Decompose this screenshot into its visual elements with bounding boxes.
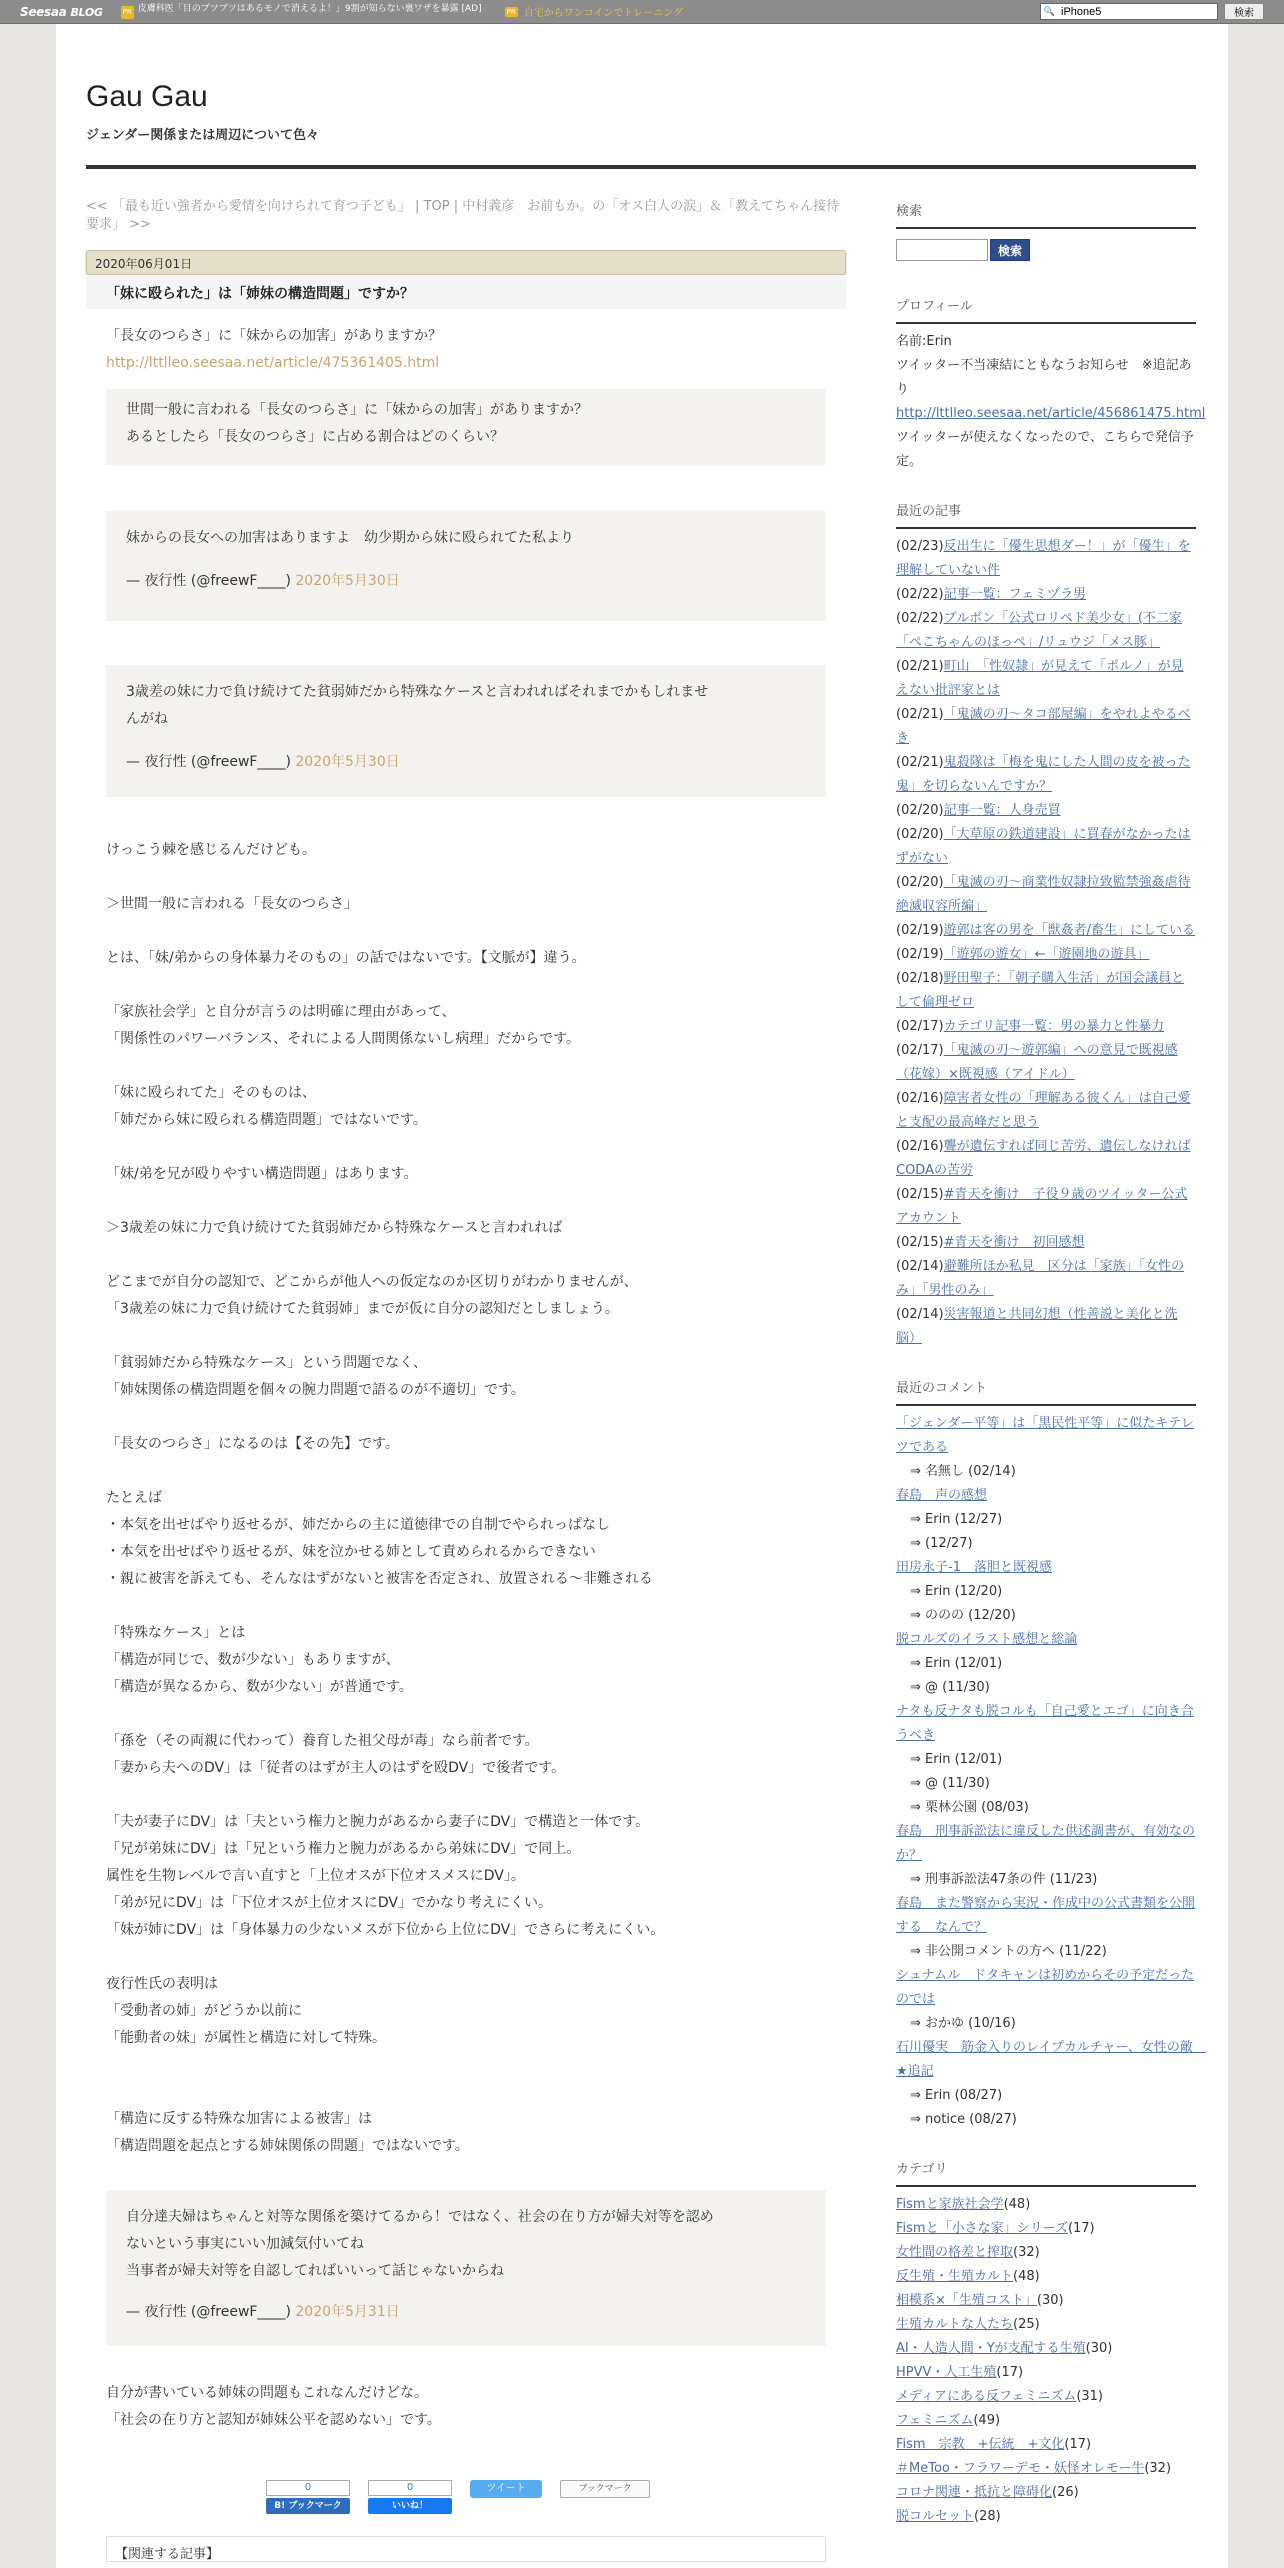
- recent-post-link[interactable]: 記事一覧：人身売買: [943, 803, 1061, 818]
- category-item: [896, 2361, 1196, 2385]
- body-line: 「弟が兄にDV」は「下位オスが上位オスにDV」でかなり考えにくい。: [106, 1895, 552, 1911]
- body-line: たとえば: [106, 1490, 162, 1506]
- recent-post-item: [896, 1087, 1196, 1135]
- body-line: 「妹が姉にDV」は「身体暴力の少ないメスが下位から上位にDV」でさらに考えにくい。: [106, 1922, 665, 1938]
- recent-post-date: (02/18): [896, 971, 944, 986]
- recent-post-date: (02/17): [896, 1043, 944, 1058]
- intro-line: 「長女のつらさ」に「妹からの加害」がありますか？: [106, 328, 442, 344]
- commented-post-link[interactable]: 田房永子-1 落胆と既視感: [896, 1560, 1052, 1575]
- recent-post-link[interactable]: 「鬼滅の刃～商業性奴隷拉致監禁強姦虐待絶滅収容所編」: [896, 875, 1191, 914]
- sidebar-search-button[interactable]: 検索: [990, 239, 1030, 261]
- comment-item[interactable]: ⇒ Erin (12/20): [910, 1584, 1003, 1599]
- category-count: (28): [974, 2509, 1001, 2524]
- facebook-like-button[interactable]: 0 いいね！: [368, 2480, 452, 2520]
- recent-post-link[interactable]: 災害報道と共同幻想（性善説と美化と洗脳）: [896, 1307, 1178, 1346]
- category-count: (25): [1013, 2317, 1040, 2332]
- recent-post-date: (02/22): [896, 587, 944, 602]
- recent-post-date: (02/21): [896, 755, 944, 770]
- recent-post-link[interactable]: カテゴリ記事一覧：男の暴力と性暴力: [943, 1019, 1165, 1034]
- recent-post-item: [896, 799, 1196, 823]
- body-line: 「姉だから妹に殴られる構造問題」ではないです。: [106, 1112, 427, 1128]
- top-search-button[interactable]: 検索: [1224, 3, 1264, 20]
- main-column: [86, 198, 846, 2568]
- category-count: (32): [1144, 2461, 1172, 2476]
- commented-post-link[interactable]: 「ジェンダー平等」は「黒民性平等」に似たキテレツである: [896, 1416, 1194, 1455]
- category-item: [896, 2265, 1196, 2289]
- category-item: [896, 2313, 1196, 2337]
- pr-badge: PR: [506, 7, 516, 16]
- category-link[interactable]: Fism 宗教 +伝統 +文化: [896, 2437, 1065, 2452]
- body-line: 「構造に反する特殊な加害による被害」は: [106, 2111, 372, 2127]
- tweet-button[interactable]: ツイート: [470, 2480, 542, 2498]
- commented-post-link[interactable]: シュナムル ドタキャンは初めからその予定だったのでは: [896, 1968, 1195, 2007]
- recent-post-date: (02/22): [896, 611, 944, 626]
- category-item: [896, 2289, 1196, 2313]
- body-line: [106, 1782, 826, 1809]
- comment-item[interactable]: ⇒ Erin (08/27): [910, 2088, 1003, 2103]
- comment-item[interactable]: ⇒ Erin (12/01): [910, 1656, 1003, 1671]
- body-line: 「能動者の妹」が属性と構造に対して特殊。: [106, 2030, 386, 2046]
- recent-post-date: (02/15): [896, 1235, 944, 1250]
- category-count: (17): [1064, 2437, 1092, 2452]
- comment-item[interactable]: ⇒ 刑事訴訟法47条の件 (11/23): [910, 1872, 1098, 1887]
- category-count: (17): [996, 2365, 1024, 2380]
- tweet-date-link[interactable]: 2020年5月31日: [295, 2304, 400, 2320]
- category-link[interactable]: メディアにある反フェミニズム: [896, 2389, 1077, 2404]
- body-line: [106, 1242, 826, 1269]
- body-line: 「貧弱姉だから特殊なケース」という問題でなく、: [106, 1355, 428, 1371]
- body-line: とは、「妹/弟からの身体暴力そのもの」の話ではないです。【文脈が】違う。: [106, 950, 586, 966]
- recent-post-item: [896, 583, 1196, 607]
- category-link[interactable]: 相模系×「生殖コスト」: [896, 2293, 1037, 2308]
- body-line: 「孫を（その両親に代わって）養育した祖父母が毒」なら前者です。: [106, 1733, 539, 1749]
- body-line: 「妹/弟を兄が殴りやすい構造問題」はあります。: [106, 1166, 418, 1182]
- blog-header: [86, 80, 1196, 169]
- post-navigation: << 「最も近い強者から愛情を向けられて育つ子ども」 | TOP | 中村義彦 お前もか。の「オス白人の涙」＆「教えてちゃん接待要求」 >>: [86, 199, 840, 232]
- category-item: [896, 2481, 1196, 2505]
- body-line: ・本気を出せばやり返せるが、姉だからの主に道徳律での自制でやられっぱなし: [106, 1517, 610, 1533]
- comment-item[interactable]: ⇒ おかゆ (10/16): [910, 2016, 1016, 2031]
- recent-post-link[interactable]: #青天を衝け 初回感想: [943, 1235, 1085, 1250]
- category-link[interactable]: Fismと「小さな家」シリーズ: [896, 2221, 1068, 2236]
- recent-post-date: (02/23): [896, 539, 944, 554]
- body-line: [106, 1323, 826, 1350]
- body-line: [106, 1458, 826, 1485]
- body-line: ＞世間一般に言われる「長女のつらさ」: [106, 896, 358, 912]
- comment-item[interactable]: ⇒ Erin (12/27): [910, 1512, 1003, 1527]
- share-buttons: [266, 2480, 826, 2520]
- recent-post-link[interactable]: 鬼殺隊は「梅を鬼にした人間の皮を被った鬼」を切らないんですか？: [896, 755, 1191, 794]
- body-line: 「構造が同じで、数が少ない」もありますが、: [106, 1652, 400, 1668]
- comment-item[interactable]: ⇒ @ (11/30): [910, 1680, 990, 1695]
- comment-item[interactable]: ⇒ 栗林公園 (08/03): [910, 1800, 1029, 1815]
- recent-post-item: [896, 1015, 1196, 1039]
- category-link[interactable]: フェミニズム: [896, 2413, 974, 2428]
- recent-post-date: (02/19): [896, 947, 944, 962]
- recent-comments-section: [896, 1377, 1206, 2132]
- recent-post-link[interactable]: 記事一覧：フェミヅラ男: [943, 587, 1086, 602]
- recent-post-item: [896, 535, 1196, 583]
- category-link[interactable]: コロナ関連・抵抗と障碍化: [896, 2485, 1053, 2500]
- body-line: 「構造が異なるから、数が少ない」が普通です。: [106, 1679, 413, 1695]
- body-line: 夜行性氏の表明は: [106, 1976, 218, 1992]
- body-line: 「構造問題を起点とする姉妹関係の問題」ではないです。: [106, 2138, 469, 2154]
- comment-item[interactable]: ⇒ 名無し (02/14): [910, 1464, 1016, 1479]
- body-line: 「受動者の姉」がどうか以前に: [106, 2003, 302, 2019]
- search-section: [896, 200, 1196, 261]
- top-search-input[interactable]: [1058, 3, 1218, 20]
- body-line: 属性を生物レベルで言い直すと「上位オスが下位オスメスにDV」。: [106, 1868, 525, 1884]
- recent-post-date: (02/15): [896, 1187, 944, 1202]
- post-text: [106, 837, 826, 2160]
- intro-url-link[interactable]: http://lttlleo.seesaa.net/article/475361405.html: [106, 355, 440, 371]
- profile-name: 名前:Erin: [896, 334, 952, 349]
- recent-post-item: [896, 1231, 1196, 1255]
- body-line: [106, 972, 826, 999]
- category-count: (32): [1013, 2245, 1040, 2260]
- category-count: (17): [1067, 2221, 1095, 2236]
- body-line: ・本気を出せばやり返せるが、妹を泣かせる姉として責められるからできない: [106, 1544, 596, 1560]
- blog-description: ジェンダー関係または周辺について色々: [86, 128, 319, 143]
- tweet-quote-2: 3歳差の妹に力で負け続けてた貧弱姉だから特殊なケースと言われればそれまでかもしれませ んがね — 夜行性 (@freewF____) 2020年5月30日: [106, 665, 826, 797]
- recent-post-date: (02/20): [896, 827, 944, 842]
- recent-post-link[interactable]: 聾が遺伝すれば同じ苦労、遺伝しなければCODAの苦労: [896, 1139, 1191, 1178]
- body-line: 「姉妹関係の構造問題を個々の腕力問題で語るのが不適切」です。: [106, 1382, 525, 1398]
- commented-post-link[interactable]: 春島 刑事訴訟法に違反した供述調書が、有効なのか？: [896, 1824, 1196, 1863]
- recent-post-link[interactable]: 遊郭は客の男を「獣姦者/畜生」にしている: [943, 923, 1195, 938]
- ad-link-2[interactable]: PR 自宅からワンコインでトレーニング: [506, 7, 684, 19]
- body-line: 「長女のつらさ」になるのは【その先】です。: [106, 1436, 399, 1452]
- post-date: 2020年06月01日: [86, 250, 846, 275]
- tweet-date-link[interactable]: 2020年5月30日: [295, 754, 400, 770]
- comment-item[interactable]: ⇒ (12/27): [910, 1536, 973, 1551]
- recent-post-link[interactable]: 「大草原の鉄道建設」に買春がなかったはずがない: [896, 827, 1191, 866]
- category-count: (26): [1052, 2485, 1079, 2500]
- top-link[interactable]: TOP: [423, 199, 450, 214]
- body-line: [106, 1188, 826, 1215]
- commented-post-link[interactable]: 脱コルズのイラスト感想と総論: [896, 1632, 1078, 1647]
- category-item: [896, 2457, 1196, 2481]
- body-line: 「夫が妻子にDV」は「夫という権力と腕力があるから妻子にDV」で構造と一体です。: [106, 1814, 650, 1830]
- recent-post-item: [896, 1039, 1196, 1087]
- category-item: [896, 2409, 1196, 2433]
- recent-post-date: (02/21): [896, 659, 944, 674]
- body-line: 「家族社会学」と自分が言うのは明確に理由があって、: [106, 1004, 456, 1020]
- recent-post-item: [896, 943, 1196, 967]
- category-link[interactable]: 反生殖・生殖カルト: [896, 2269, 1014, 2284]
- blog-title[interactable]: Gau Gau: [86, 80, 208, 113]
- recent-post-item: [896, 1183, 1196, 1231]
- category-item: [896, 2217, 1196, 2241]
- recent-comments-heading: 最近のコメント: [896, 1377, 1196, 1406]
- sidebar: [896, 200, 1206, 2555]
- recent-posts-heading: 最近の記事: [896, 500, 1196, 529]
- categories-heading: カテゴリ: [896, 2158, 1196, 2187]
- body-line: [106, 1134, 826, 1161]
- recent-post-date: (02/19): [896, 923, 944, 938]
- recent-post-date: (02/21): [896, 707, 944, 722]
- top-search: [1040, 3, 1264, 20]
- commented-post-link[interactable]: 春島 また警察から実況・作成中の公式書類を公開する なんで？: [896, 1896, 1196, 1935]
- related-articles: 【関連する記事】: [106, 2536, 826, 2562]
- body-line: [106, 1404, 826, 1431]
- category-count: (30): [1085, 2341, 1113, 2356]
- category-count: (48): [1003, 2197, 1031, 2212]
- body-line: [106, 1944, 826, 1971]
- ad-link-1[interactable]: PR 皮膚科医「目のブツブツはあるモノで消えるよ！」9割が知らない裏ワザを暴露 [AD]: [121, 4, 501, 19]
- recent-post-item: [896, 919, 1196, 943]
- body-line: [106, 918, 826, 945]
- recent-post-link[interactable]: #青天を衝け 子役９歳のツイッター公式アカウント: [896, 1187, 1188, 1226]
- recent-post-date: (02/17): [896, 1019, 944, 1034]
- category-item: [896, 2241, 1196, 2265]
- category-link[interactable]: 生殖カルトな人たち: [896, 2317, 1014, 2332]
- recent-post-link[interactable]: 野田聖子：「朝子購入生活」が国会議員として倫理ゼロ: [896, 971, 1185, 1010]
- search-heading: 検索: [896, 200, 1196, 229]
- recent-post-date: (02/16): [896, 1139, 944, 1154]
- recent-post-item: [896, 703, 1196, 751]
- hatena-bookmark-button[interactable]: 0 B! ブックマーク: [266, 2480, 350, 2520]
- category-link[interactable]: 女性間の格差と搾取: [896, 2245, 1014, 2260]
- body-line: 「3歳差の妹に力で負け続けてた貧弱姉」までが仮に自分の認知だとしましょう。: [106, 1301, 619, 1317]
- recent-post-date: (02/20): [896, 875, 944, 890]
- category-link[interactable]: Fismと家族社会学: [896, 2197, 1004, 2212]
- category-count: (31): [1076, 2389, 1103, 2404]
- category-item: [896, 2337, 1196, 2361]
- tweet-date-link[interactable]: 2020年5月30日: [295, 573, 400, 589]
- comment-item[interactable]: ⇒ @ (11/30): [910, 1776, 990, 1791]
- body-line: ＞3歳差の妹に力で負け続けてた貧弱姉だから特殊なケースと言われれば: [106, 1220, 563, 1236]
- post-tail: 自分が書いている姉妹の問題もこれなんだけどな。 「社会の在り方と認知が姉妹公平を認めない」です。: [106, 2385, 441, 2428]
- body-line: [106, 2052, 826, 2079]
- category-item: [896, 2505, 1196, 2529]
- prev-post-link[interactable]: << 「最も近い強者から愛情を向けられて育つ子ども」: [86, 199, 411, 214]
- post-body: [86, 309, 846, 2568]
- body-line: 「関係性のパワーバランス、それによる人間関係ないし病理」だからです。: [106, 1031, 581, 1047]
- category-link[interactable]: HPVV・人工生殖: [896, 2365, 997, 2380]
- categories-section: [896, 2158, 1196, 2529]
- body-line: [106, 1053, 826, 1080]
- recent-post-date: (02/20): [896, 803, 944, 818]
- recent-post-link[interactable]: 町山 「性奴隷」が見えて「ポルノ」が見えない批評家とは: [896, 659, 1184, 698]
- category-link[interactable]: AI・人造人間・Yが支配する生殖: [896, 2341, 1086, 2356]
- recent-post-date: (02/16): [896, 1091, 944, 1106]
- next-post-link[interactable]: 中村義彦 お前もか。の「オス白人の涙」＆「教えてちゃん接待要求」 >>: [86, 199, 840, 232]
- commented-post-link[interactable]: ナタも反ナタも脱コルも「自己愛とエゴ」に向き合うべき: [896, 1704, 1194, 1743]
- recent-post-item: [896, 871, 1196, 919]
- recent-post-item: [896, 1135, 1196, 1183]
- tweet-quote-1: 妹からの長女への加害はありますよ 幼少期から妹に殴られてた私より — 夜行性 (@freewF____) 2020年5月30日: [106, 511, 826, 621]
- body-line: 「妹に殴られてた」そのものは、: [106, 1085, 316, 1101]
- profile-note: ツイッターが使えなくなったので、こちらで発信予定。: [896, 430, 1194, 469]
- comment-item[interactable]: ⇒ ののの (12/20): [910, 1608, 1016, 1623]
- category-item: [896, 2385, 1196, 2409]
- recent-post-link[interactable]: 避難所ほか私見 区分は「家族」「女性のみ」「男性のみ」: [896, 1259, 1185, 1298]
- body-line: 「特殊なケース」とは: [106, 1625, 246, 1641]
- category-count: (48): [1013, 2269, 1040, 2284]
- comment-item[interactable]: ⇒ Erin (12/01): [910, 1752, 1003, 1767]
- profile-notice: ツイッター不当凍結にともなうお知らせ ※追記あり: [896, 358, 1192, 397]
- recent-post-link[interactable]: 「鬼滅の刃～遊郭編」への意見で既視感（花嫁）×既視感（アイドル）: [896, 1043, 1178, 1082]
- post-title[interactable]: 「妹に殴られた」は「姉妹の構造問題」ですか？: [86, 275, 846, 309]
- category-count: (30): [1036, 2293, 1064, 2308]
- profile-section: [896, 295, 1206, 474]
- sidebar-search-input[interactable]: [896, 239, 988, 261]
- category-item: [896, 2193, 1196, 2217]
- quote-block-1: 世間一般に言われる「長女のつらさ」に「妹からの加害」がありますか？ あるとしたら「長女のつらさ」に占める割合はどのくらい？: [106, 389, 826, 465]
- bookmark-button[interactable]: ブックマーク: [560, 2480, 650, 2498]
- recent-post-item: [896, 751, 1196, 799]
- top-bar: [0, 0, 1284, 24]
- body-line: [106, 2079, 826, 2106]
- recent-post-item: [896, 967, 1196, 1015]
- body-line: [106, 1701, 826, 1728]
- body-line: ・親に被害を訴えても、そんなはずがないと被害を否定され、放置される～非難される: [106, 1571, 653, 1587]
- page-container: [56, 24, 1228, 2568]
- seesaa-logo[interactable]: Seesaa BLOG: [20, 4, 103, 19]
- pr-badge: PR: [121, 6, 134, 19]
- recent-post-link[interactable]: 反出生に「優生思想ダー！」が「優生」を理解していない件: [896, 539, 1191, 578]
- recent-post-item: [896, 1303, 1196, 1351]
- recent-post-date: (02/14): [896, 1259, 944, 1274]
- profile-link[interactable]: http://lttlleo.seesaa.net/article/456861475.html: [896, 406, 1206, 421]
- category-item: [896, 2433, 1196, 2457]
- search-icon: 🔍: [1040, 3, 1058, 20]
- category-link[interactable]: 脱コルセット: [896, 2509, 975, 2524]
- recent-post-link[interactable]: 「遊郭の遊女」←「遊園地の遊具」: [943, 947, 1150, 962]
- body-line: どこまでが自分の認知で、どこからが他人への仮定なのか区切りがわかりませんが、: [106, 1274, 638, 1290]
- body-line: [106, 1593, 826, 1620]
- recent-post-item: [896, 823, 1196, 871]
- comment-item[interactable]: ⇒ 非公開コメントの方へ (11/22): [910, 1944, 1107, 1959]
- body-line: [106, 864, 826, 891]
- body-line: けっこう棘を感じるんだけども。: [106, 842, 316, 858]
- category-link[interactable]: ＃MeToo・フラワーデモ・妖怪オレモー牛: [896, 2461, 1145, 2476]
- body-line: 「妻から夫へのDV」は「従者のはずが主人のはずを殴DV」で後者です。: [106, 1760, 566, 1776]
- recent-post-link[interactable]: ブルボン「公式ロリペド美少女」(不二家「ぺこちゃんのほっぺ」/リュウジ「メス豚」: [896, 611, 1182, 650]
- comment-item[interactable]: ⇒ notice (08/27): [910, 2112, 1017, 2127]
- commented-post-link[interactable]: 石川優実 筋金入りのレイプカルチャー、女性の敵 ★追記: [896, 2040, 1206, 2079]
- body-line: 「兄が弟妹にDV」は「兄という権力と腕力があるから弟妹にDV」で同上。: [106, 1841, 581, 1857]
- recent-post-link[interactable]: 「鬼滅の刃～タコ部屋編」をやれよやるべき: [896, 707, 1191, 746]
- recent-post-item: [896, 655, 1196, 703]
- recent-post-date: (02/14): [896, 1307, 944, 1322]
- tweet-quote-3: 自分達夫婦はちゃんと対等な関係を築けてるから！ではなく、社会の在り方が婦夫対等を認め ないという事実にいい加減気付いてね 当事者が婦夫対等を自認してればいいって話じゃないからね — 夜行性 (@freewF____) 2020年5月31日: [106, 2190, 826, 2346]
- recent-posts-section: [896, 500, 1196, 1351]
- recent-post-item: [896, 1255, 1196, 1303]
- profile-heading: プロフィール: [896, 295, 1196, 324]
- category-count: (49): [973, 2413, 1001, 2428]
- recent-post-item: [896, 607, 1196, 655]
- commented-post-link[interactable]: 春島 声の感想: [896, 1488, 988, 1503]
- recent-post-link[interactable]: 障害者女性の「理解ある彼くん」は自己愛と支配の最高峰だと思う: [896, 1091, 1191, 1130]
